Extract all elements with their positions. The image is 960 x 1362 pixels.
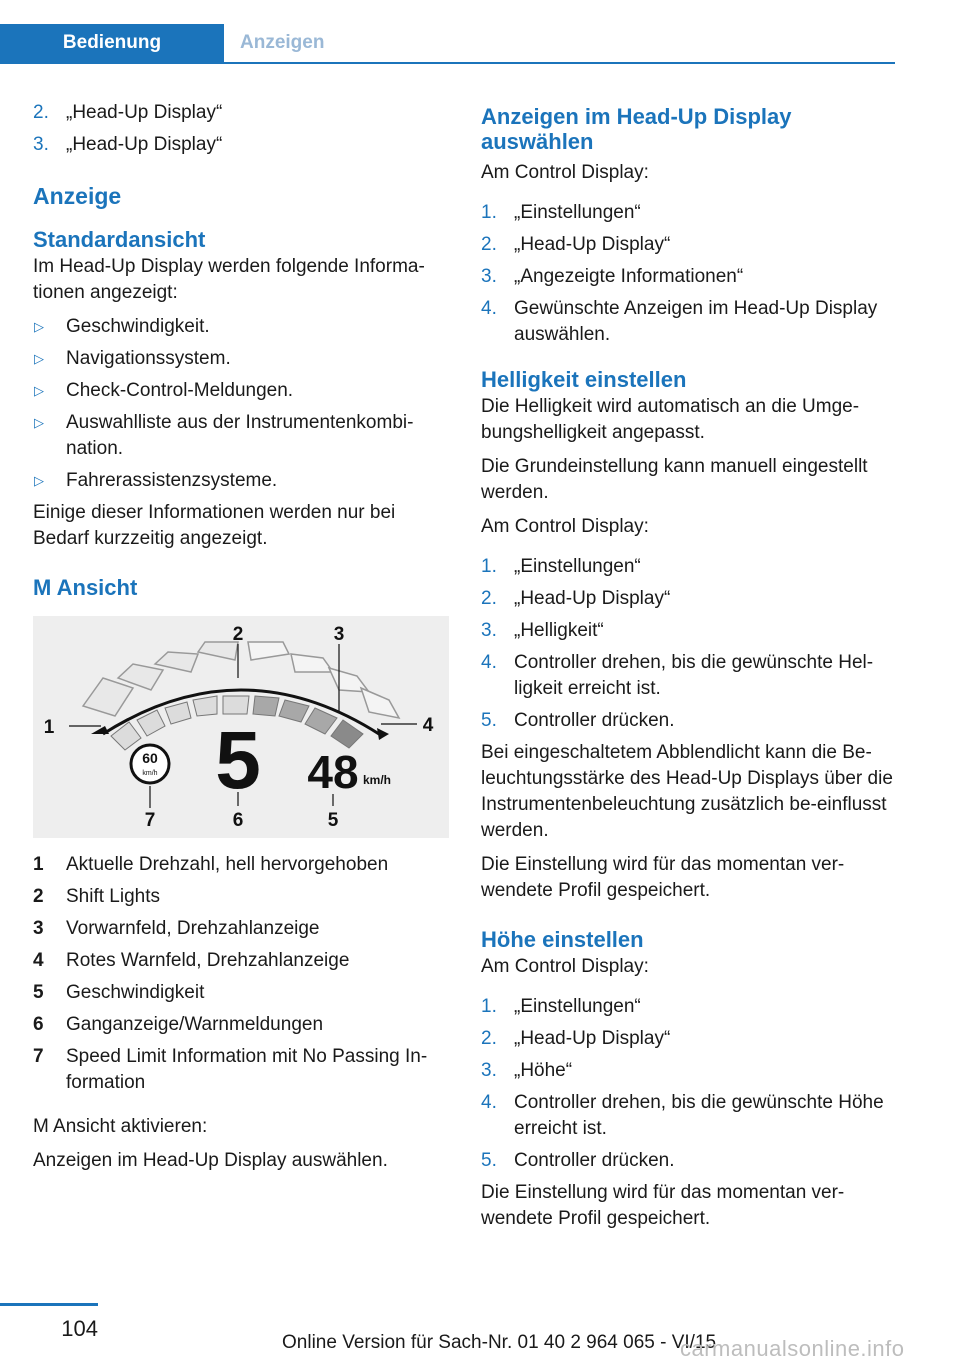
callout-1: 1 xyxy=(43,717,55,738)
top-steps-list xyxy=(33,100,449,158)
gear-indicator: 5 xyxy=(215,715,261,806)
tab-anzeigen[interactable]: Anzeigen xyxy=(240,32,325,53)
watermark: carmanualsonline.info xyxy=(680,1336,905,1361)
hud-m-view-figure xyxy=(33,616,449,838)
brightness-p4: Die Einstellung wird für das momentan ver-wendete Profil gespeichert. xyxy=(481,854,845,901)
right-column xyxy=(481,104,897,1240)
legend-item: 7 Speed Limit Information mit No Passing In-formation xyxy=(33,1046,428,1093)
brightness-p1: Die Helligkeit wird automatisch an die Umge-bungshelligkeit angepasst. xyxy=(481,396,860,443)
legend-item: 1 Aktuelle Drehzahl, hell hervorgehoben xyxy=(33,854,389,875)
list-item: 5. Controller drücken. xyxy=(481,1150,675,1171)
tab-bedienung[interactable]: Bedienung xyxy=(0,24,224,62)
list-item: 2. „Head-Up Display“ xyxy=(481,234,671,255)
list-item: 4. Controller drehen, bis die gewünschte Hel-ligkeit erreicht ist. xyxy=(481,652,874,699)
list-item: 3. „Helligkeit“ xyxy=(481,620,604,641)
heading-standardansicht: Standardansicht xyxy=(33,227,206,252)
page-number: 104 xyxy=(61,1316,98,1341)
heading-height: Höhe einstellen xyxy=(481,927,644,952)
triangle-bullet-icon: ▷ xyxy=(34,351,44,366)
standard-note: Einige dieser Informationen werden nur bei Bedarf kurzzeitig angezeigt. xyxy=(33,502,396,549)
list-item: 4. Gewünschte Anzeigen im Head-Up Display auswählen. xyxy=(481,298,878,345)
bullet-item: ▷ Fahrerassistenzsysteme. xyxy=(33,468,449,494)
standard-intro: Im Head-Up Display werden folgende Informa-tionen angezeigt: xyxy=(33,256,425,303)
list-item: 3. „Angezeigte Informationen“ xyxy=(481,266,744,287)
list-item: 5. Controller drücken. xyxy=(481,710,675,731)
brightness-p2: Die Grundeinstellung kann manuell eingestellt werden. xyxy=(481,456,868,503)
header-tabbar xyxy=(0,24,895,64)
figure-legend xyxy=(33,852,449,1096)
heading-brightness: Helligkeit einstellen xyxy=(481,367,687,392)
triangle-bullet-icon: ▷ xyxy=(34,319,44,334)
standard-bullets xyxy=(33,314,449,494)
callout-4: 4 xyxy=(422,715,434,736)
left-column xyxy=(33,100,449,1182)
height-steps xyxy=(481,994,897,1174)
callout-5: 5 xyxy=(327,810,339,831)
speed-unit: km/h xyxy=(362,773,392,787)
speed-value: 48 xyxy=(307,746,359,798)
list-item: 2. „Head-Up Display“ xyxy=(33,102,223,123)
heading-select-displays: Anzeigen im Head-Up Display auswählen xyxy=(481,104,792,154)
list-item: 1. „Einstellungen“ xyxy=(481,996,641,1017)
brightness-p3: Bei eingeschaltetem Abblendlicht kann die Be-leuchtungsstärke des Head-Up Displays über die Instrumentenbeleuchtung zusätzlich be-einflusst werden. xyxy=(481,742,893,841)
brightness-steps xyxy=(481,554,897,734)
list-item: 1. „Einstellungen“ xyxy=(481,202,641,223)
triangle-bullet-icon: ▷ xyxy=(34,415,44,430)
callout-6: 6 xyxy=(232,810,244,831)
legend-item: 6 Ganganzeige/Warnmeldungen xyxy=(33,1014,324,1035)
speed-limit-unit: km/h xyxy=(142,770,158,777)
list-item: 3. „Höhe“ xyxy=(481,1060,573,1081)
list-item: 4. Controller drehen, bis die gewünschte Höhe erreicht ist. xyxy=(481,1092,884,1139)
legend-item: 2 Shift Lights xyxy=(33,886,160,907)
list-item: 1. „Einstellungen“ xyxy=(481,556,641,577)
bullet-item: ▷ Geschwindigkeit. xyxy=(33,314,449,340)
legend-item: 5 Geschwindigkeit xyxy=(33,982,205,1003)
m-activate-text: Anzeigen im Head-Up Display auswählen. xyxy=(33,1150,388,1171)
callout-3: 3 xyxy=(333,624,345,645)
select-intro: Am Control Display: xyxy=(481,162,649,183)
heading-anzeige: Anzeige xyxy=(33,183,122,209)
height-intro: Am Control Display: xyxy=(481,956,649,977)
bullet-item: ▷ Auswahlliste aus der Instrumentenkombi-nation. xyxy=(34,412,414,459)
heading-m-ansicht: M Ansicht xyxy=(33,575,138,600)
list-item: 3. „Head-Up Display“ xyxy=(33,134,223,155)
triangle-bullet-icon: ▷ xyxy=(34,473,44,488)
list-item: 2. „Head-Up Display“ xyxy=(481,588,671,609)
bullet-item: ▷ Check-Control-Meldungen. xyxy=(33,378,449,404)
m-activate-label: M Ansicht aktivieren: xyxy=(33,1116,208,1137)
legend-item: 3 Vorwarnfeld, Drehzahlanzeige xyxy=(33,918,320,939)
list-item: 2. „Head-Up Display“ xyxy=(481,1028,671,1049)
brightness-intro: Am Control Display: xyxy=(481,516,649,537)
callout-7: 7 xyxy=(144,810,156,831)
speed-limit-value: 60 xyxy=(142,750,158,766)
footer-rule xyxy=(0,1303,98,1306)
height-p: Die Einstellung wird für das momentan ver-wendete Profil gespeichert. xyxy=(481,1182,845,1229)
legend-item: 4 Rotes Warnfeld, Drehzahlanzeige xyxy=(33,950,350,971)
bullet-item: ▷ Navigationssystem. xyxy=(33,346,449,372)
triangle-bullet-icon: ▷ xyxy=(34,383,44,398)
online-version-note: Online Version für Sach-Nr. 01 40 2 964 065 - VI/15 xyxy=(282,1332,717,1353)
select-steps xyxy=(481,200,897,348)
callout-2: 2 xyxy=(232,624,244,645)
